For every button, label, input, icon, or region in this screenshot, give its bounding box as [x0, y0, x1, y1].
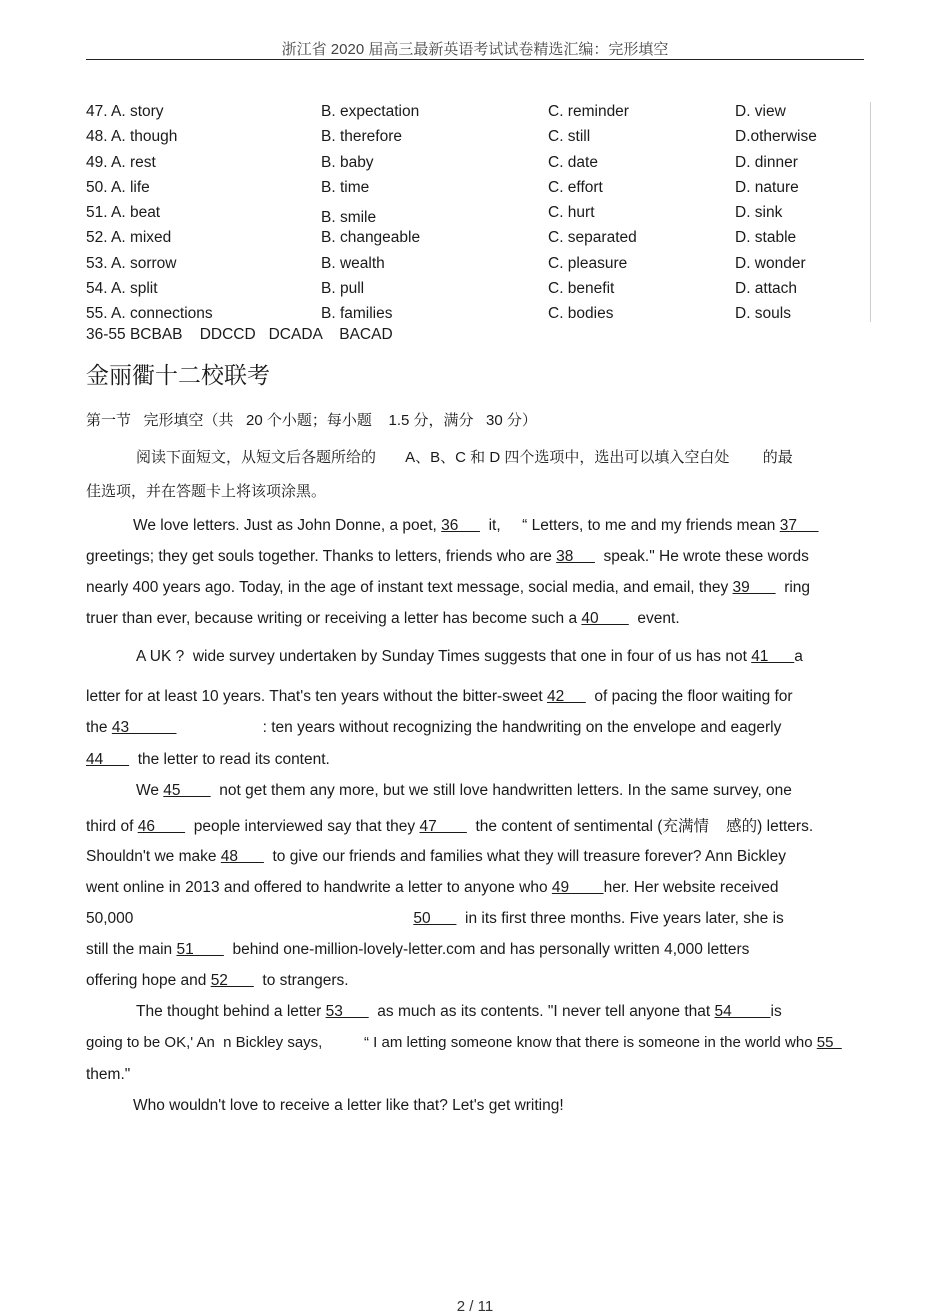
instruction-line: 佳选项，并在答题卡上将该项涂黑。 — [86, 483, 327, 500]
option-b: B. wealth — [321, 254, 385, 272]
option-row — [86, 277, 866, 302]
option-row — [86, 226, 866, 251]
option-d: D. souls — [735, 305, 791, 323]
option-a: 47. A. story — [86, 103, 164, 120]
option-row — [86, 125, 866, 150]
option-b: B. time — [321, 178, 370, 196]
option-b: B. changeable — [321, 229, 421, 247]
option-d: D. wonder — [735, 254, 806, 272]
blank-38: 38 — [556, 548, 595, 565]
option-c: C. hurt — [548, 204, 595, 222]
option-b: B. therefore — [321, 128, 402, 146]
option-d: D. nature — [735, 178, 799, 196]
option-a: 52. A. mixed — [86, 229, 172, 247]
blank-52: 52 — [210, 972, 254, 989]
option-b: B. baby — [321, 153, 374, 171]
passage-line: Who wouldn't love to receive a letter like that? Let's get writing! — [133, 1097, 564, 1114]
blank-45: 45 — [163, 782, 211, 799]
passage-line: We love letters. Just as John Donne, a poet, 36 it, “ Letters, to me and my friends mean 37 — [133, 517, 819, 534]
passage-line: 50,000 50 in its first three months. Five years later, she is — [86, 910, 784, 927]
passage-line: third of 46 people interviewed say that they 47 the content of sentimental (充满情 感的) letters. — [86, 818, 814, 835]
blank-42: 42 — [547, 688, 586, 705]
answer-key: 36-55 BCBAB DDCCD DCADA BACAD — [86, 326, 393, 343]
option-row — [86, 201, 866, 226]
passage-line: greetings; they get souls together. Thanks to letters, friends who are 38 speak." He wrote these words — [86, 548, 809, 565]
blank-49: 49 — [551, 879, 604, 896]
option-a: 48. A. though — [86, 128, 178, 146]
option-c: C. still — [548, 128, 591, 146]
passage-line: still the main 51 behind one-million-lovely-letter.com and has personally written 4,000 letters — [86, 941, 750, 958]
passage-line: nearly 400 years ago. Today, in the age of instant text message, social media, and email, they 39 ring — [86, 579, 811, 596]
blank-48: 48 — [220, 848, 264, 865]
blank-44: 44 — [86, 751, 130, 768]
header-rule — [86, 59, 864, 60]
option-row — [86, 252, 866, 277]
passage-line: 44 the letter to read its content. — [86, 751, 330, 768]
blank-47: 47 — [419, 818, 467, 835]
blank-51: 51 — [176, 941, 224, 958]
instruction-line: 阅读下面短文，从短文后各题所给的 A、B、C 和 D 四个选项中，选出可以填入空白处 的最 — [136, 449, 793, 466]
page-header: 浙江省 2020 届高三最新英语考试试卷精选汇编：完形填空 — [281, 41, 669, 58]
passage-line: went online in 2013 and offered to handwrite a letter to anyone who 49 her. Her website received — [86, 879, 779, 896]
option-b: B. expectation — [321, 103, 420, 120]
option-a: 55. A. connections — [86, 305, 213, 323]
option-a: 54. A. split — [86, 280, 158, 298]
option-d: D.otherwise — [735, 128, 817, 146]
blank-46: 46 — [137, 818, 186, 835]
option-a: 51. A. beat — [86, 204, 161, 222]
blank-43: 43 — [111, 719, 177, 736]
option-d: D. view — [735, 103, 786, 120]
option-c: C. bodies — [548, 305, 614, 323]
option-c: C. date — [548, 153, 598, 171]
passage-line: them." — [86, 1066, 131, 1083]
option-d: D. dinner — [735, 153, 798, 171]
passage-line: We 45 not get them any more, but we still love handwritten letters. In the same survey, one — [136, 782, 792, 799]
blank-41: 41 — [751, 648, 795, 665]
option-a: 50. A. life — [86, 178, 150, 196]
column-rule — [870, 102, 871, 322]
option-row — [86, 302, 866, 327]
options-table — [86, 100, 866, 328]
passage-line: going to be OK,' An n Bickley says, “ I am letting someone know that there is someone in the world who 55 — [86, 1034, 842, 1051]
option-d: D. stable — [735, 229, 797, 247]
passage-line: The thought behind a letter 53 as much as its contents. "I never tell anyone that 54 is — [136, 1003, 782, 1020]
option-d: D. attach — [735, 280, 798, 298]
option-b: B. pull — [321, 280, 365, 298]
passage-line: truer than ever, because writing or receiving a letter has become such a 40 event. — [86, 610, 680, 627]
option-row — [86, 100, 866, 125]
passage-line: A UK ? wide survey undertaken by Sunday Times suggests that one in four of us has not 41 a — [136, 648, 803, 665]
section-title: 金丽衢十二校联考 — [86, 363, 270, 389]
passage-line: Shouldn't we make 48 to give our friends and families what they will treasure forever? Ann Bickley — [86, 848, 786, 865]
option-row — [86, 151, 866, 176]
blank-55: 55 — [816, 1034, 842, 1051]
option-a: 53. A. sorrow — [86, 254, 177, 272]
option-c: C. benefit — [548, 280, 615, 298]
passage-line: the 43 : ten years without recognizing the handwriting on the envelope and eagerly — [86, 719, 782, 736]
option-c: C. pleasure — [548, 254, 628, 272]
option-a: 49. A. rest — [86, 153, 156, 171]
passage-line: offering hope and 52 to strangers. — [86, 972, 349, 989]
subsection-heading: 第一节 完形填空（共 20 个小题；每小题 1.5 分，满分 30 分） — [86, 412, 537, 429]
option-c: C. separated — [548, 229, 637, 247]
blank-36: 36 — [441, 517, 480, 534]
option-b: B. families — [321, 305, 393, 323]
option-c: C. reminder — [548, 103, 629, 120]
option-d: D. sink — [735, 204, 783, 222]
page-number: 2 / 11 — [456, 1298, 494, 1315]
blank-50: 50 — [413, 910, 457, 927]
option-c: C. effort — [548, 178, 603, 196]
option-row — [86, 176, 866, 201]
passage-line: letter for at least 10 years. That's ten years without the bitter-sweet 42 of pacing the floor waiting for — [86, 688, 793, 705]
blank-40: 40 — [581, 610, 629, 627]
blank-39: 39 — [732, 579, 776, 596]
option-b: B. smile — [321, 209, 377, 227]
blank-37: 37 — [779, 517, 819, 534]
blank-54: 54 — [714, 1003, 771, 1020]
blank-53: 53 — [325, 1003, 369, 1020]
